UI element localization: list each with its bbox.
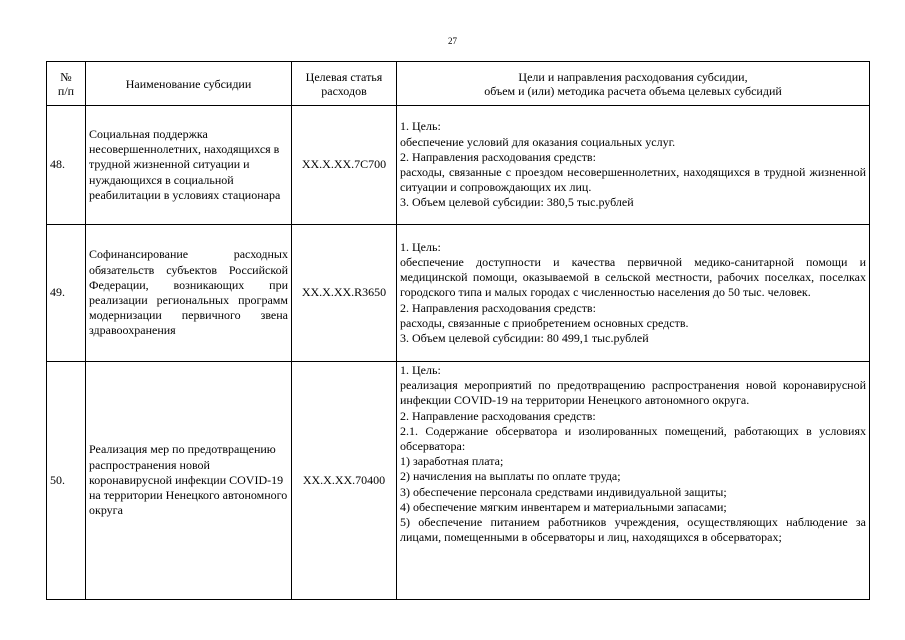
desc-line: обеспечение условий для оказания социальных услуг.: [400, 134, 676, 149]
desc-line: 5) обеспечение питанием работников учреждения, осуществляющих наблюдение за лицами, помещенными в обсерваторы и лиц, находящихся в обсерваторах;: [400, 515, 866, 545]
desc-line: 2. Направления расходования средств:: [400, 300, 596, 315]
target-code-cell: [292, 106, 397, 225]
header-desc-text: Цели и направления расходования субсидии, объем и (или) методика расчета объема целевых субсидий: [484, 69, 782, 98]
desc-line: 4) обеспечение мягким инвентарем и материальными запасами;: [400, 499, 727, 514]
desc-line: расходы, связанные с приобретением основных средств.: [400, 315, 689, 330]
row-number-cell: [47, 225, 86, 362]
header-code: [292, 62, 397, 106]
subsidy-name: Реализация мер по предотвращению распространения новой коронавирусной инфекции COVID-19 на территории Ненецкого автономного округа: [89, 442, 288, 518]
header-num-text: № п/п: [57, 69, 75, 98]
target-code: XX.X.XX.R3650: [301, 285, 387, 300]
subsidy-name: Социальная поддержка несовершеннолетних, находящихся в трудной жизненной ситуации и нуждающихся в социальной реабилитации в условиях стационара: [89, 126, 281, 202]
desc-line: 2. Направление расходования средств:: [400, 408, 596, 423]
row-number-cell: [47, 106, 86, 225]
desc-line: 1. Цель:: [400, 119, 441, 134]
desc-line: 1. Цель:: [400, 363, 441, 377]
subsidy-name: Софинансирование расходных обязательств субъектов Российской Федерации, возникающих при реализации региональных программ модернизации первичного звена здравоохранения: [89, 247, 288, 338]
row-number-cell: [47, 362, 86, 600]
description-cell: [397, 362, 870, 600]
desc-line: реализация мероприятий по предотвращению распространения новой коронавирусной инфекции COVID-19 на территории Ненецкого автономного округа.: [400, 378, 866, 408]
desc-line: 2) начисления на выплаты по оплате труда;: [400, 469, 621, 484]
subsidy-name-cell: [86, 362, 292, 600]
desc-line: 1. Цель:: [400, 239, 441, 254]
desc-line: обеспечение доступности и качества первичной медико-санитарной помощи и медицинской помощи, оказываемой в сельской местности, рабочих поселках, поселках городского типа и малых городах с численностью населения до 50 тыс. человек.: [400, 254, 866, 300]
header-num: [47, 62, 86, 106]
desc-line: 3) обеспечение персонала средствами индивидуальной защиты;: [400, 484, 727, 499]
page-number: 27: [448, 36, 457, 46]
table-row: [47, 106, 870, 225]
header-name: [86, 62, 292, 106]
description-cell: [397, 225, 870, 362]
desc-line: 2.1. Содержание обсерватора и изолированных помещений, работающих в условиях обсерватора:: [400, 423, 866, 454]
table-row: [47, 225, 870, 362]
desc-line: 1) заработная плата;: [400, 454, 504, 469]
row-number: 49.: [50, 285, 65, 300]
desc-line: 2. Направления расходования средств:: [400, 149, 596, 164]
header-name-text: Наименование субсидии: [125, 76, 252, 91]
subsidy-name-cell: [86, 106, 292, 225]
table-row: [47, 362, 870, 600]
target-code: XX.X.XX.7С700: [301, 157, 387, 172]
row-number: 50.: [50, 472, 65, 487]
target-code-cell: [292, 362, 397, 600]
target-code: XX.X.XX.70400: [302, 472, 386, 487]
row-number: 48.: [50, 157, 65, 172]
table-header-row: [47, 62, 870, 106]
desc-line: 3. Объем целевой субсидии: 80 499,1 тыс.рублей: [400, 331, 649, 345]
subsidy-name-cell: [86, 225, 292, 362]
subsidy-table: [46, 61, 870, 600]
header-desc: [397, 62, 870, 106]
desc-line: расходы, связанные с проездом несовершеннолетних, находящихся в трудной жизненной ситуации и сопровождающих их лиц.: [400, 165, 866, 195]
desc-line: 3. Объем целевой субсидии: 380,5 тыс.рублей: [400, 195, 634, 210]
description-cell: [397, 106, 870, 225]
header-code-text: Целевая статья расходов: [305, 69, 383, 98]
target-code-cell: [292, 225, 397, 362]
